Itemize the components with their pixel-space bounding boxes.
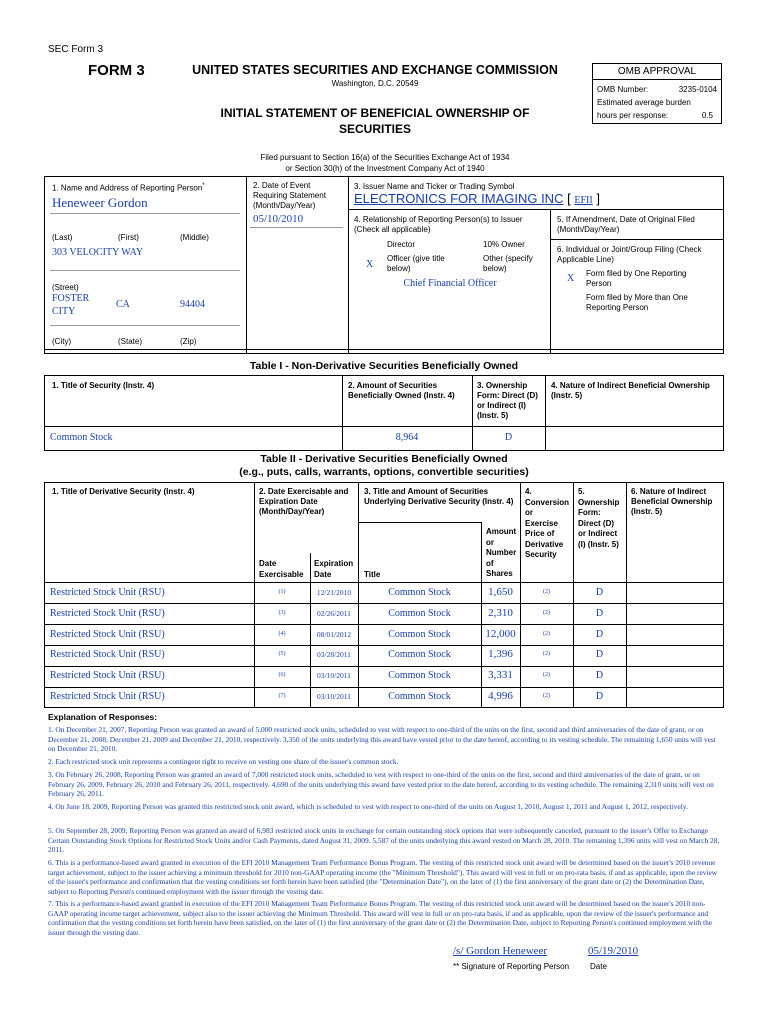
table2-row-expiration-date: 03/10/2011 (317, 671, 351, 681)
commission-title: UNITED STATES SECURITIES AND EXCHANGE COMMISSION (192, 63, 558, 77)
state: CA (116, 299, 130, 310)
table1-col-amount: 2. Amount of Securities Beneficially Owned (Instr. 4) (348, 381, 455, 400)
table2-row-ownership-form: D (595, 607, 604, 619)
event-date-label: 2. Date of Event Requiring Statement (Month/Day/Year) (253, 181, 326, 210)
table1-col-nature: 4. Nature of Indirect Beneficial Ownership (Instr. 5) (551, 381, 710, 400)
other-option: Other (specify below) (483, 254, 533, 273)
city: FOSTER CITY (52, 293, 90, 317)
note-1: 1. On December 21, 2007, Reporting Person was granted an award of 5,000 restricted stock units, scheduled to vest with respect to one-third of the units on the first, second and third anniversaries of the date of grant, or on December 21, 2008, December 21, 2009 and December 21, 2010, respectively. 3,350 of the units underlying this award have vested prior to the date hereof, according to its vesting schedule. The remaining 1,650 units will vest on December 21, 2010. (48, 725, 716, 753)
table1-col-title: 1. Title of Security (Instr. 4) (52, 381, 155, 390)
table2-col-title: 1. Title of Derivative Security (Instr. 4) (52, 487, 195, 496)
table2-row-conversion-price: (2) (543, 630, 550, 637)
zip: 94404 (180, 299, 205, 310)
table2-sub-amount: Amount or Number of Shares (486, 527, 517, 578)
omb-hours-label: hours per response: (597, 111, 669, 120)
note-7: 7. This is a performance-based award granted in execution of the EFI 2010 Management Team Performance Bonus Program. The vesting of this restricted stock unit award will be determined based on the issuer's 2010 non-GAAP operating income target achievement, subject also to the issuer achieving the Minimum Threshold. This award will vest in full or on pro-rata basis, if and as applicable, upon the review of the issuer's performance and confirmation that the vesting conditions set forth herein have been satisfied, on the later of (1) the first anniversary of the grant date or (2) the Determination Date, subject to Reporting Person's continued employment with the issuer through the vesting date. (48, 899, 713, 937)
table2-row-underlying-amount: 2,310 (488, 606, 513, 619)
table2-row-date-exercisable: (5) (278, 651, 286, 658)
table2-row-underlying-title: Common Stock (388, 628, 451, 640)
table2-row-rsu-title: Restricted Stock Unit (RSU) (50, 670, 165, 682)
table2-row-ownership-form: D (595, 691, 604, 702)
table2-row-date-exercisable: (1) (278, 589, 286, 595)
table2-row-date-exercisable: (7) (278, 693, 286, 699)
table2-sub-expiration: Expiration Date (314, 559, 354, 579)
commission-location: Washington, D.C. 20549 (331, 79, 419, 88)
middle-label: (Middle) (180, 233, 209, 242)
table2-row-rsu-title: Restricted Stock Unit (RSU) (50, 587, 165, 598)
table2-col-ownership: 5. Ownership Form: Direct (D) or Indirect (I) (Instr. 5) (578, 487, 620, 549)
note-2: 2. Each restricted stock unit represents a contingent right to receive on vesting one share of the issuer's common stock. (48, 757, 399, 766)
table2-row-conversion-price: (2) (543, 651, 550, 658)
table1-col-ownership: 3. Ownership Form: Direct (D) or Indirect (I) (Instr. 5) (477, 381, 538, 420)
relationship-label: 4. Relationship of Reporting Person(s) to Issuer (Check all applicable) (354, 215, 523, 234)
table2-row-rsu-title: Restricted Stock Unit (RSU) (50, 628, 165, 640)
table2-row-conversion-price: (2) (543, 672, 550, 679)
officer-checkmark: X (366, 259, 374, 270)
table2-row-expiration-date: 03/10/2011 (317, 692, 351, 701)
table2-row-expiration-date: 03/28/2011 (317, 650, 351, 660)
table2-row-underlying-title: Common Stock (388, 649, 451, 661)
table2-row-underlying-amount: 1,396 (488, 648, 513, 661)
table2-row-underlying-title: Common Stock (388, 607, 451, 619)
sec-form-label: SEC Form 3 (48, 44, 104, 55)
table2-row-date-exercisable: (4) (278, 630, 286, 637)
statement-title: INITIAL STATEMENT OF BENEFICIAL OWNERSHIP OF SECURITIES (220, 106, 530, 136)
table2-row-rsu-title: Restricted Stock Unit (RSU) (50, 649, 165, 661)
signature-name: /s/ Gordon Heneweer (453, 945, 548, 957)
table2-title: Table II - Derivative Securities Beneficially Owned (e.g., puts, calls, warrants, options, convertible securities) (239, 453, 529, 478)
table2-row-expiration-date: 12/21/2010 (316, 588, 352, 597)
form-title: FORM 3 (88, 62, 145, 79)
table2-sub-title: Title (364, 570, 381, 579)
one-person-checkmark: X (567, 273, 575, 284)
omb-burden-label: Estimated average burden (597, 98, 691, 107)
director-option: Director (387, 240, 416, 249)
omb-hours-value: 0.5 (701, 111, 713, 120)
issuer-label: 3. Issuer Name and Ticker or Trading Symbol (354, 182, 515, 191)
table2-sub-date-exercisable: Date Exercisable (259, 559, 304, 579)
table2-col-conversion: 4. Conversion or Exercise Price of Derivative Security (525, 487, 570, 559)
ten-percent-owner-option: 10% Owner (483, 240, 525, 249)
table1-row-title: Common Stock (50, 432, 113, 443)
officer-option: Officer (give title below) (387, 254, 445, 273)
table2-row-date-exercisable: (6) (278, 672, 286, 679)
table2-row-conversion-price: (2) (543, 609, 550, 616)
omb-number-label: OMB Number: (597, 85, 649, 94)
first-label: (First) (118, 233, 139, 242)
table2-row-underlying-amount: 12,000 (485, 627, 516, 640)
note-6: 6. This is a performance-based award granted in execution of the EFI 2010 Management Team Performance Bonus Program. The vesting of this restricted stock unit award will be determined based on the issuer's 2010 revenue target achievement, subject to the issuer achieving a minimum threshold for 2010 non-GAAP operating income (the "Minimum Threshold"). This award will vest in full or on pro-rata basis, if and as applicable, upon the review of the issuer's performance and confirmation that the vesting conditions set forth herein have been satisfied (the "Determination Date"), on the later of (1) the first anniversary of the grant date or (2) the Determination Date, subject to Reporting Person's continued employment with the issuer through the vesting date. (48, 858, 718, 896)
table2-row-underlying-title: Common Stock (388, 691, 451, 702)
table2-row-underlying-title: Common Stock (388, 587, 451, 598)
last-label: (Last) (52, 233, 73, 242)
table2-row-rsu-title: Restricted Stock Unit (RSU) (50, 691, 165, 702)
table2-row-conversion-price: (2) (543, 693, 550, 699)
table2-row-ownership-form: D (595, 649, 604, 661)
street-label: (Street) (52, 283, 79, 292)
table2-row-expiration-date: 02/26/2011 (317, 608, 351, 618)
city-label: (City) (52, 337, 72, 346)
omb-number-value: 3235-0104 (678, 85, 717, 94)
filed-by-more-option: Form filed by More than One Reporting Person (586, 293, 688, 312)
table2-col-dates: 2. Date Exercisable and Expiration Date (Month/Day/Year) (259, 487, 349, 516)
note-5: 5. On September 28, 2009, Reporting Person was granted an award of 6,983 restricted stock units in exchange for certain outstanding stock options that were subsequently canceled, pursuant to the issuer's Offer to Exchange Certain Outstanding Stock Options for Restricted Stock Units and/or Cash Payments, dated August 31, 2009. 5,587 of the units underlying this award vested on March 28, 2010. The remaining 1,396 units will vest on March 28, 2011. (48, 826, 720, 854)
table2-row-conversion-price: (2) (543, 589, 550, 595)
table2-col-underlying: 3. Title and Amount of Securities Underlying Derivative Security (Instr. 4) (364, 487, 514, 506)
table2-row-ownership-form: D (595, 670, 604, 682)
table1-row-amount: 8,964 (395, 432, 419, 443)
officer-title: Chief Financial Officer (403, 278, 497, 289)
explanation-heading: Explanation of Responses: (48, 712, 158, 722)
filing-label: 6. Individual or Joint/Group Filing (Check Applicable Line) (557, 245, 702, 264)
event-date: 05/10/2010 (253, 213, 304, 225)
filed-by-one-option: Form filed by One Reporting Person (586, 269, 687, 288)
table1-title: Table I - Non-Derivative Securities Beneficially Owned (249, 360, 519, 372)
omb-title: OMB APPROVAL (593, 65, 721, 80)
signature-date: 05/19/2010 (588, 945, 639, 957)
note-4: 4. On June 18, 2009, Reporting Person was granted this restricted stock unit award, which is scheduled to vest with respect to one-third of the units on August 1, 2010, August 1, 2011 and August 1, 2012, respectively. (48, 802, 688, 811)
amendment-label: 5. If Amendment, Date of Original Filed (Month/Day/Year) (557, 215, 695, 234)
table2-row-underlying-amount: 4,996 (488, 690, 513, 702)
table2-row-underlying-amount: 1,650 (488, 586, 513, 598)
table2-row-underlying-title: Common Stock (388, 670, 451, 682)
table2-row-underlying-amount: 3,331 (488, 669, 513, 682)
table2-row-date-exercisable: (3) (278, 609, 286, 616)
note-3: 3. On February 26, 2008, Reporting Person was granted an award of 7,000 restricted stock units, scheduled to vest with respect to one-third of the units on the first, second and third anniversaries of the date of grant, or on February 26, 2009, February 26, 2010 and February 26, 2011, respectively. 4,690 of the units underlying this award have vested prior to the date hereof, according to its vesting schedule. The remaining 2,310 units will vest on February 26, 2011. (48, 770, 714, 798)
signature-label: ** Signature of Reporting Person (453, 962, 570, 971)
table1-row-form: D (504, 432, 513, 443)
omb-approval-box (592, 63, 722, 124)
issuer-name: ELECTRONICS FOR IMAGING INC [ EFII ] (354, 191, 600, 206)
table2-row-rsu-title: Restricted Stock Unit (RSU) (50, 607, 165, 619)
zip-label: (Zip) (180, 337, 197, 346)
table2-row-ownership-form: D (595, 587, 604, 598)
reporting-person-label: 1. Name and Address of Reporting Person* (52, 183, 205, 193)
table2-row-ownership-form: D (595, 628, 604, 640)
table2-row-expiration-date: 08/01/2012 (316, 629, 352, 639)
reporting-person-name: Heneweer Gordon (52, 195, 148, 210)
table2-col-nature: 6. Nature of Indirect Beneficial Ownership (Instr. 5) (631, 487, 713, 516)
filed-pursuant: Filed pursuant to Section 16(a) of the Securities Exchange Act of 1934 or Section 30(h) of the Investment Company Act of 1940 (260, 153, 510, 173)
state-label: (State) (118, 337, 143, 346)
street-address: 303 VELOCITY WAY (52, 247, 144, 258)
signature-date-label: Date (590, 962, 607, 971)
